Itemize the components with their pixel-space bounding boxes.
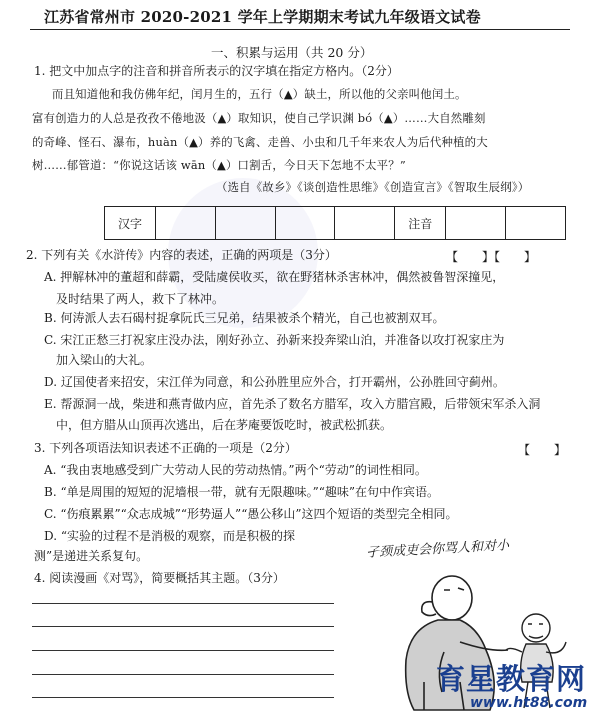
q1-passage-line: 富有创造力的人总是孜孜不倦地汲（▲）取知识，使自己学识渊 bó（▲）……大自然雕刻 bbox=[32, 111, 486, 125]
q3-stem: 3. 下列各项语法知识表述不正确的一项是（2分） bbox=[34, 441, 297, 455]
q1-passage-line: 树……郁管道：“你说这话该 wān（▲）口割舌，今日天下怎地不太平？” bbox=[32, 158, 406, 172]
q2-option: C. 宋江正愁三打祝家庄没办法，刚好孙立、孙新来投奔梁山泊，并准备以攻打祝家庄为 bbox=[44, 333, 505, 347]
answer-line[interactable] bbox=[32, 603, 334, 604]
section-heading: 一、积累与运用（共 20 分） bbox=[211, 45, 373, 60]
answer-label-hanzi: 汉字 bbox=[105, 207, 156, 240]
answer-cell[interactable] bbox=[156, 207, 216, 240]
q3-option: D. “实验的过程不是消极的观察，而是积极的探 bbox=[44, 529, 295, 543]
q1-source: （选自《故乡》《谈创造性思维》《创造宣言》《智取生辰纲》） bbox=[216, 180, 530, 194]
answer-cell[interactable] bbox=[215, 207, 275, 240]
answer-cell[interactable] bbox=[506, 207, 566, 240]
answer-line[interactable] bbox=[32, 674, 334, 675]
answer-line[interactable] bbox=[32, 626, 334, 627]
answer-cell[interactable] bbox=[446, 207, 506, 240]
q1-passage-line: 的奇峰、怪石、瀑布，huàn（▲）养的飞禽、走兽、小虫和几千年来农人为后代种植的大 bbox=[32, 135, 488, 149]
answer-line[interactable] bbox=[32, 650, 334, 651]
watermark-logo: 育星教育网 bbox=[436, 662, 587, 696]
q3-answer-brackets[interactable]: 【 】 bbox=[518, 443, 567, 457]
watermark-url: www.ht88.com bbox=[470, 695, 588, 711]
page-title: 江苏省常州市 2020-2021 学年上学期期末考试九年级语文试卷 bbox=[44, 8, 481, 26]
q2-option: E. 帮源洞一战，柴进和燕青做内应，首先杀了数名方腊军，攻入方腊宫殿，后带领宋军杀入洞 bbox=[44, 397, 541, 411]
cartoon-caption: 孑颈成吏会你骂人和对小 bbox=[365, 538, 510, 561]
q2-stem: 2. 下列有关《水浒传》内容的表述，正确的两项是（3分） bbox=[26, 248, 337, 262]
q1-stem: 1. 把文中加点字的注音和拼音所表示的汉字填在指定方格内。（2分） bbox=[34, 64, 399, 78]
q4-stem: 4. 阅读漫画《对骂》，简要概括其主题。（3分） bbox=[34, 571, 285, 585]
title-rule bbox=[30, 29, 570, 30]
q2-answer-brackets[interactable]: 【 】【 】 bbox=[446, 250, 537, 264]
q2-option: D. 辽国使者来招安，宋江佯为同意，和公孙胜里应外合，打开霸州，公孙胜回守蓟州。 bbox=[44, 375, 505, 389]
q2-option: 加入梁山的大礼。 bbox=[56, 353, 153, 367]
q2-option: 中，但方腊从山顶再次逃出，后在茅庵要饭吃时，被武松抓获。 bbox=[56, 418, 393, 432]
q3-option: A. “我由衷地感受到广大劳动人民的劳动热情。”两个“劳动”的词性相同。 bbox=[44, 463, 427, 477]
answer-cell[interactable] bbox=[335, 207, 395, 240]
q3-option: B. “单是周围的短短的泥墙根一带，就有无限趣味。”“趣味”在句中作宾语。 bbox=[44, 485, 439, 499]
answer-cell[interactable] bbox=[275, 207, 335, 240]
q2-option: B. 何涛派人去石碣村捉拿阮氏三兄弟，结果被杀个精光，自己也被割双耳。 bbox=[44, 311, 445, 325]
q2-option: 及时结果了两人，救下了林冲。 bbox=[56, 292, 225, 306]
q3-option: C. “伤痕累累”“众志成城”“形势逼人”“愚公移山”这四个短语的类型完全相同。 bbox=[44, 507, 458, 521]
answer-line[interactable] bbox=[32, 697, 334, 698]
answer-label-zhuyin: 注音 bbox=[395, 207, 446, 240]
q1-passage-line: 而且知道他和我仿佛年纪，闰月生的，五行（▲）缺土，所以他的父亲叫他闰土。 bbox=[52, 87, 467, 101]
q3-option: 测”是递进关系复句。 bbox=[34, 549, 149, 563]
q1-answer-table bbox=[104, 206, 566, 240]
q2-option: A. 押解林冲的董超和薛霸，受陆虞侯收买，欲在野猪林杀害林冲，偶然被鲁智深撞见， bbox=[44, 270, 505, 284]
